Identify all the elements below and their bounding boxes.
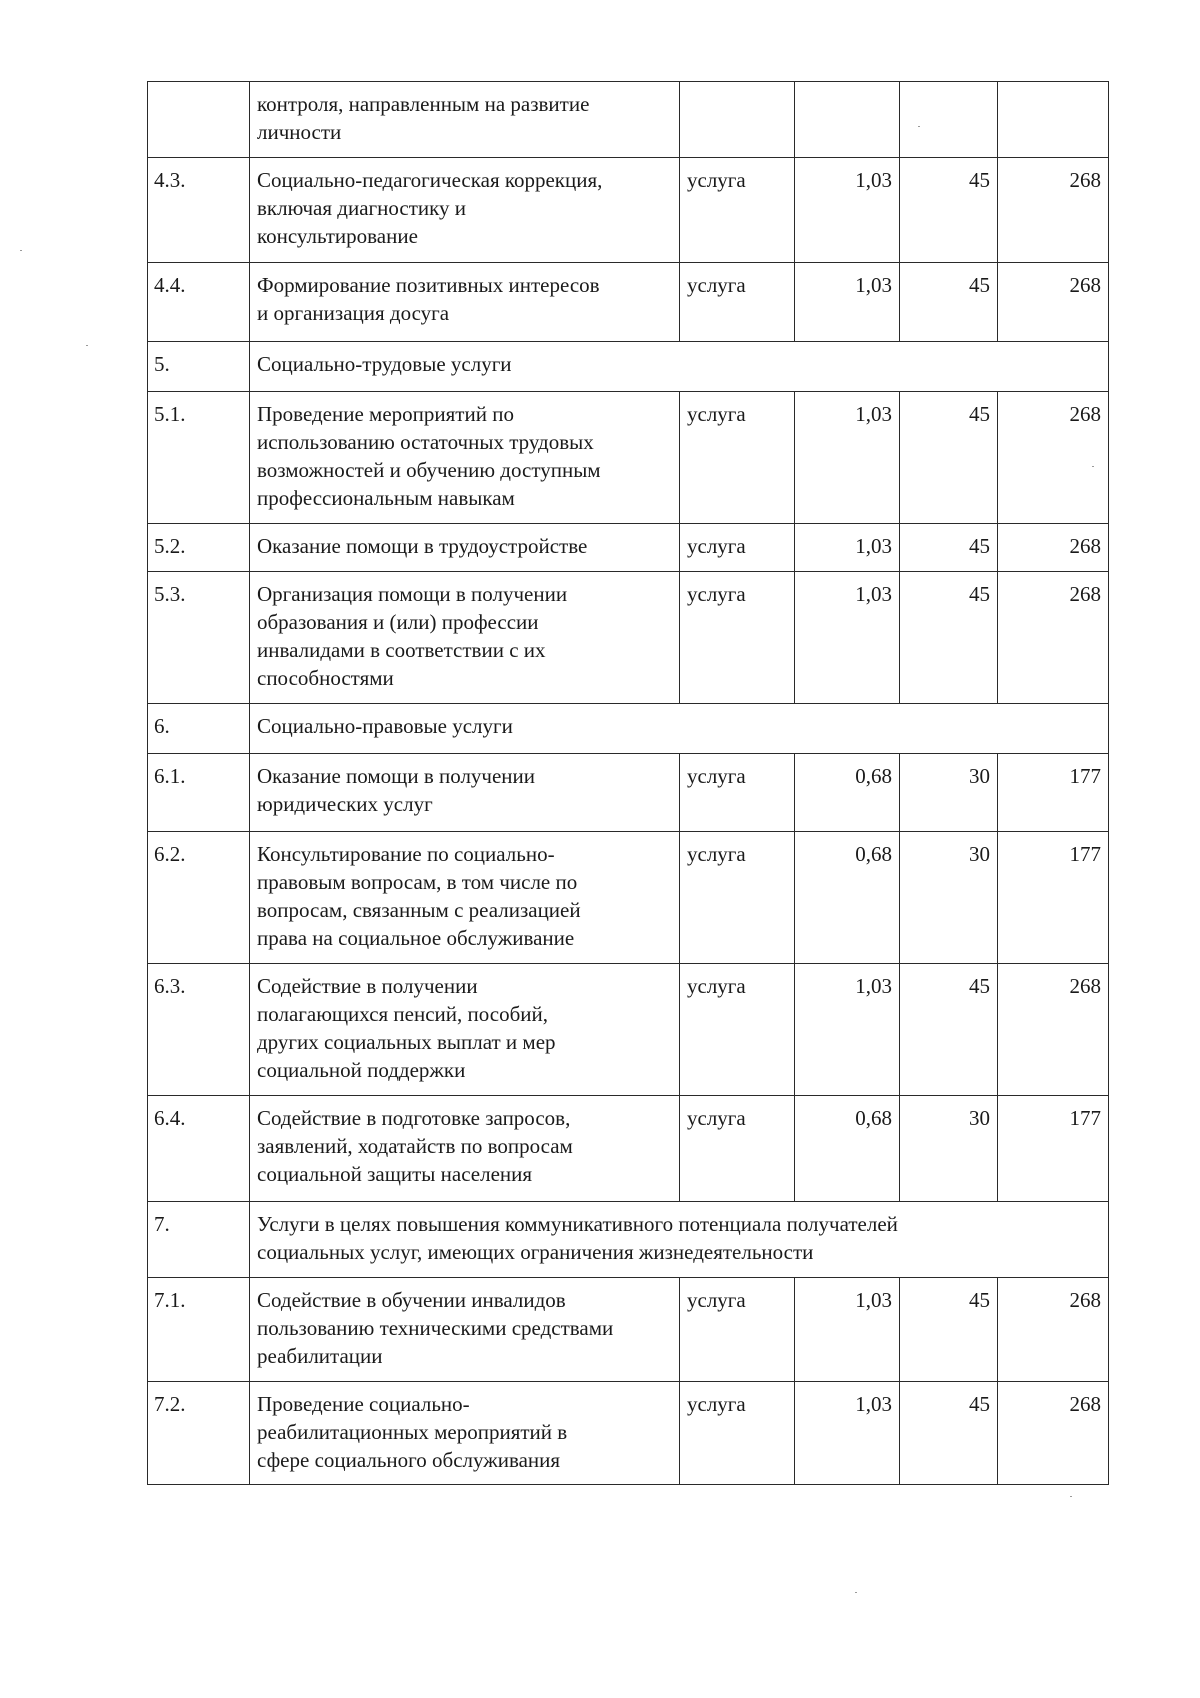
- row-name-cell: Социально-педагогическая коррекция, включая диагностику и консультирование: [250, 158, 680, 263]
- continuation-num-cell: [148, 82, 250, 158]
- row-coef-cell: 1,03: [795, 964, 900, 1096]
- row-num-cell: 4.4.: [148, 263, 250, 342]
- row-num-cell: 6.1.: [148, 754, 250, 832]
- row-minutes-cell: 30: [900, 1096, 998, 1202]
- row-coef-cell: 1,03: [795, 1278, 900, 1382]
- table-row: [148, 263, 1109, 342]
- row-unit-cell: услуга: [680, 524, 795, 572]
- row-minutes-cell: 45: [900, 1382, 998, 1485]
- row-minutes-cell: 45: [900, 572, 998, 704]
- row-price-cell: 268: [998, 263, 1109, 342]
- table-row: [148, 1382, 1109, 1485]
- section-num-cell: 5.: [148, 342, 250, 392]
- row-coef-cell: 1,03: [795, 263, 900, 342]
- row-name-cell: Содействие в получении полагающихся пенсий, пособий, других социальных выплат и мер социальной поддержки: [250, 964, 680, 1096]
- row-minutes-cell: 30: [900, 754, 998, 832]
- row-price-cell: 268: [998, 1382, 1109, 1485]
- table-row: [148, 754, 1109, 832]
- row-coef-cell: 1,03: [795, 572, 900, 704]
- row-name-cell: Проведение мероприятий по использованию остаточных трудовых возможностей и обучению доступным профессиональным навыкам: [250, 392, 680, 524]
- scan-speck: [20, 250, 22, 251]
- row-price-cell: 177: [998, 754, 1109, 832]
- scan-speck: [1070, 1496, 1072, 1497]
- row-unit-cell: услуга: [680, 832, 795, 964]
- row-minutes-cell: 30: [900, 832, 998, 964]
- row-coef-cell: 1,03: [795, 392, 900, 524]
- row-name-cell: Формирование позитивных интересов и организация досуга: [250, 263, 680, 342]
- table-row: [148, 158, 1109, 263]
- table-row: [148, 964, 1109, 1096]
- scan-speck: [86, 345, 88, 346]
- row-price-cell: 268: [998, 524, 1109, 572]
- table-row: [148, 832, 1109, 964]
- continuation-price-cell: [998, 82, 1109, 158]
- row-minutes-cell: 45: [900, 524, 998, 572]
- section-title-cell: Социально-трудовые услуги: [250, 342, 1109, 392]
- row-unit-cell: услуга: [680, 158, 795, 263]
- row-num-cell: 6.2.: [148, 832, 250, 964]
- row-name-cell: Оказание помощи в получении юридических услуг: [250, 754, 680, 832]
- row-unit-cell: услуга: [680, 1096, 795, 1202]
- row-num-cell: 7.1.: [148, 1278, 250, 1382]
- row-name-cell: Содействие в подготовке запросов, заявлений, ходатайств по вопросам социальной защиты населения: [250, 1096, 680, 1202]
- row-name-cell: Оказание помощи в трудоустройстве: [250, 524, 680, 572]
- row-price-cell: 268: [998, 392, 1109, 524]
- section-title-cell: Социально-правовые услуги: [250, 704, 1109, 754]
- section-num-cell: 6.: [148, 704, 250, 754]
- table-row: [148, 572, 1109, 704]
- continuation-minutes-cell: [900, 82, 998, 158]
- row-unit-cell: услуга: [680, 572, 795, 704]
- scan-speck: [918, 126, 920, 127]
- continuation-coef-cell: [795, 82, 900, 158]
- section-row: [148, 704, 1109, 754]
- row-unit-cell: услуга: [680, 263, 795, 342]
- row-name-cell: Содействие в обучении инвалидов пользованию техническими средствами реабилитации: [250, 1278, 680, 1382]
- section-row: [148, 1202, 1109, 1278]
- row-minutes-cell: 45: [900, 263, 998, 342]
- row-price-cell: 268: [998, 1278, 1109, 1382]
- continuation-name-cell: контроля, направленным на развитие личности: [250, 82, 680, 158]
- row-coef-cell: 1,03: [795, 1382, 900, 1485]
- section-num-cell: 7.: [148, 1202, 250, 1278]
- continuation-unit-cell: [680, 82, 795, 158]
- row-minutes-cell: 45: [900, 1278, 998, 1382]
- row-price-cell: 177: [998, 1096, 1109, 1202]
- scan-speck: [855, 1592, 857, 1593]
- row-num-cell: 6.3.: [148, 964, 250, 1096]
- row-unit-cell: услуга: [680, 392, 795, 524]
- row-name-cell: Проведение социально- реабилитационных мероприятий в сфере социального обслуживания: [250, 1382, 680, 1485]
- row-coef-cell: 1,03: [795, 158, 900, 263]
- row-minutes-cell: 45: [900, 158, 998, 263]
- row-unit-cell: услуга: [680, 1278, 795, 1382]
- table-row: [148, 1096, 1109, 1202]
- row-coef-cell: 0,68: [795, 754, 900, 832]
- row-num-cell: 6.4.: [148, 1096, 250, 1202]
- row-num-cell: 4.3.: [148, 158, 250, 263]
- table-row: [148, 1278, 1109, 1382]
- section-row: [148, 342, 1109, 392]
- services-table-body: [148, 82, 1109, 1485]
- row-price-cell: 268: [998, 158, 1109, 263]
- row-price-cell: 177: [998, 832, 1109, 964]
- row-num-cell: 5.1.: [148, 392, 250, 524]
- row-unit-cell: услуга: [680, 964, 795, 1096]
- row-coef-cell: 0,68: [795, 1096, 900, 1202]
- row-num-cell: 7.2.: [148, 1382, 250, 1485]
- scan-speck: [1092, 466, 1094, 467]
- row-minutes-cell: 45: [900, 392, 998, 524]
- row-coef-cell: 1,03: [795, 524, 900, 572]
- section-title-cell: Услуги в целях повышения коммуникативного потенциала получателей социальных услуг, имеющих ограничения жизнедеятельности: [250, 1202, 1109, 1278]
- services-table: [147, 81, 1109, 1485]
- table-row: [148, 392, 1109, 524]
- row-name-cell: Консультирование по социально- правовым вопросам, в том числе по вопросам, связанным с реализацией права на социальное обслуживание: [250, 832, 680, 964]
- row-minutes-cell: 45: [900, 964, 998, 1096]
- table-row: [148, 524, 1109, 572]
- row-price-cell: 268: [998, 964, 1109, 1096]
- row-unit-cell: услуга: [680, 754, 795, 832]
- row-price-cell: 268: [998, 572, 1109, 704]
- row-unit-cell: услуга: [680, 1382, 795, 1485]
- row-num-cell: 5.3.: [148, 572, 250, 704]
- row-coef-cell: 0,68: [795, 832, 900, 964]
- row-name-cell: Организация помощи в получении образования и (или) профессии инвалидами в соответствии с их способностями: [250, 572, 680, 704]
- row-num-cell: 5.2.: [148, 524, 250, 572]
- continuation-row: [148, 82, 1109, 158]
